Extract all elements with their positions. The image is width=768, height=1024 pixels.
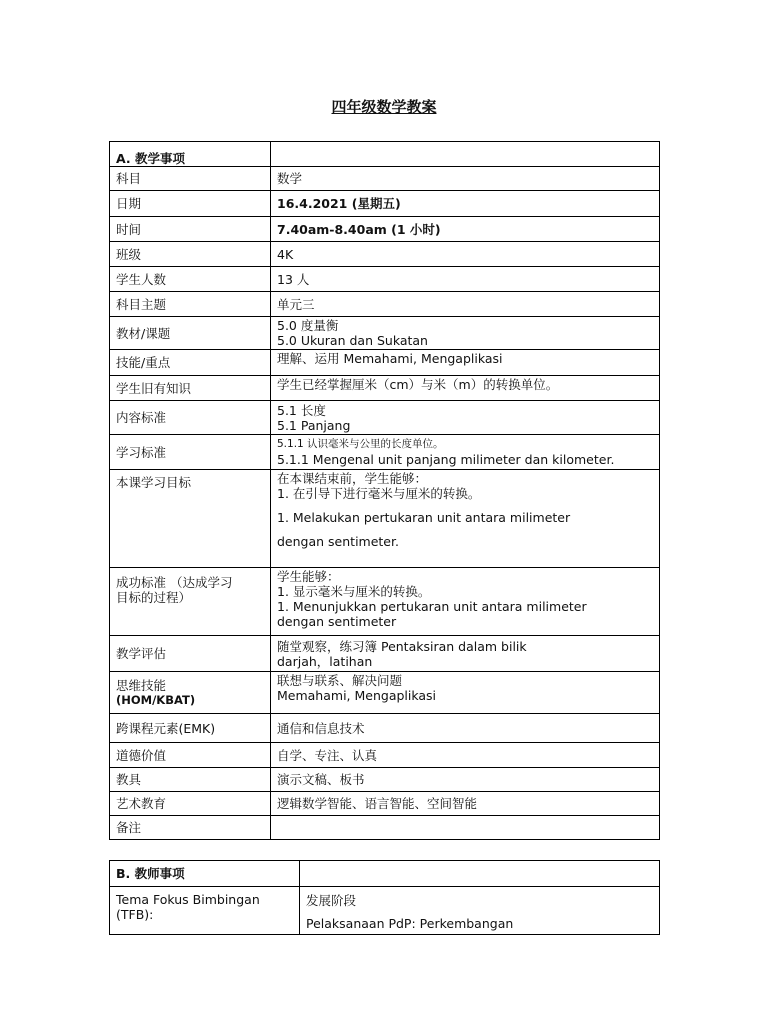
table-row [110,470,660,568]
row-value-line: 随堂观察，练习簿 Pentaksiran dalam bilik [277,638,527,654]
row-label-line: (HOM/KBAT) [116,692,196,707]
section-b-table [109,860,660,935]
table-row [110,636,660,672]
row-value [271,470,660,568]
row-label-line: 成功标准 （达成学习 [116,575,233,590]
section-b-header-row [110,861,660,887]
row-label: 学生旧有知识 [110,376,271,401]
row-label-line: 目标的过程） [116,590,192,605]
row-value: 单元三 [271,292,660,317]
row-label [110,672,271,714]
table-row [110,292,660,317]
row-value [271,816,660,840]
row-value-line: 5.0 Ukuran dan Sukatan [277,333,428,348]
row-label: 班级 [110,242,271,267]
row-label: 教具 [110,768,271,792]
table-row [110,167,660,191]
row-label: 科目 [110,167,271,191]
table-row [110,401,660,435]
table-row [110,672,660,714]
table-row [110,714,660,743]
section-a-table [109,141,660,840]
table-row [110,376,660,401]
row-value: 通信和信息技术 [271,714,660,743]
row-value-line: 5.1.1 认识毫米与公里的长度单位。 [277,438,444,450]
row-value: 理解、运用 Memahami, Mengaplikasi [271,350,660,376]
row-value-line: 5.0 度量衡 [277,318,339,333]
row-label: 技能/重点 [110,350,271,376]
row-value: 4K [271,242,660,267]
row-value-line: 1. Melakukan pertukaran unit antara milimeter [277,510,571,525]
row-value [271,317,660,350]
table-row [110,435,660,470]
row-label: 时间 [110,217,271,242]
row-label: 艺术教育 [110,792,271,816]
row-value [271,435,660,470]
row-value-line: Memahami, Mengaplikasi [277,688,437,703]
row-label: 道德价值 [110,743,271,768]
row-value-line: 1. Menunjukkan pertukaran unit antara milimeter [277,599,587,614]
row-label-line: 思维技能 [116,677,167,693]
table-row [110,768,660,792]
document-title-text: 四年级数学教案 [331,98,437,116]
section-a-header-empty [271,142,660,167]
row-value-line: 5.1 长度 [277,402,326,418]
table-row [110,568,660,636]
section-a-header-row [110,142,660,167]
row-label-line: Tema Fokus Bimbingan [116,892,260,907]
row-value-line: Pelaksanaan PdP: Perkembangan [306,916,514,931]
table-row [110,191,660,217]
row-label-line: (TFB): [116,907,154,922]
table-row [110,887,660,935]
row-value [271,672,660,714]
row-value: 逻辑数学智能、语言智能、空间智能 [271,792,660,816]
table-row [110,792,660,816]
row-value-line: 在本课结束前，学生能够： [277,471,428,486]
row-value: 学生已经掌握厘米（cm）与米（m）的转换单位。 [271,376,660,401]
row-value-line: dengan sentimeter [277,614,397,629]
row-label [110,568,271,636]
table-row [110,317,660,350]
row-value: 16.4.2021 (星期五) [271,191,660,217]
row-value-line: 学生能够： [277,569,340,584]
row-value: 13 人 [271,267,660,292]
row-value: 演示文稿、板书 [271,768,660,792]
row-value-line: 联想与联系、解决问题 [277,673,403,688]
row-label: 学习标准 [110,435,271,470]
table-row [110,267,660,292]
row-label: 日期 [110,191,271,217]
table-row [110,350,660,376]
row-value-line: 5.1 Panjang [277,417,351,433]
row-value: 自学、专注、认真 [271,743,660,768]
row-label: 本课学习目标 [110,470,271,568]
document-title [0,96,768,117]
row-label: 学生人数 [110,267,271,292]
row-label: 跨课程元素(EMK) [110,714,271,743]
row-value-line: darjah，latihan [277,653,373,669]
row-label: 备注 [110,816,271,840]
row-label: 教材/课题 [110,317,271,350]
row-label [110,887,300,935]
table-row [110,242,660,267]
row-label: 科目主题 [110,292,271,317]
row-value [271,568,660,636]
row-value-line: dengan sentimeter. [277,534,399,549]
row-value: 7.40am-8.40am (1 小时) [271,217,660,242]
row-value-line: 发展阶段 [306,893,357,908]
row-value [300,887,660,935]
row-value-line: 5.1.1 Mengenal unit panjang milimeter dan kilometer. [277,452,615,467]
table-row [110,743,660,768]
row-value [271,636,660,672]
section-a-header: A. 教学事项 [110,142,271,167]
row-label: 内容标准 [110,401,271,435]
section-b-header-empty [300,861,660,887]
row-value: 数学 [271,167,660,191]
table-row [110,816,660,840]
row-label: 教学评估 [110,636,271,672]
section-b-header: B. 教师事项 [110,861,300,887]
row-value [271,401,660,435]
row-value-line: 1. 在引导下进行毫米与厘米的转换。 [277,486,481,501]
table-row [110,217,660,242]
row-value-line: 1. 显示毫米与厘米的转换。 [277,584,431,599]
